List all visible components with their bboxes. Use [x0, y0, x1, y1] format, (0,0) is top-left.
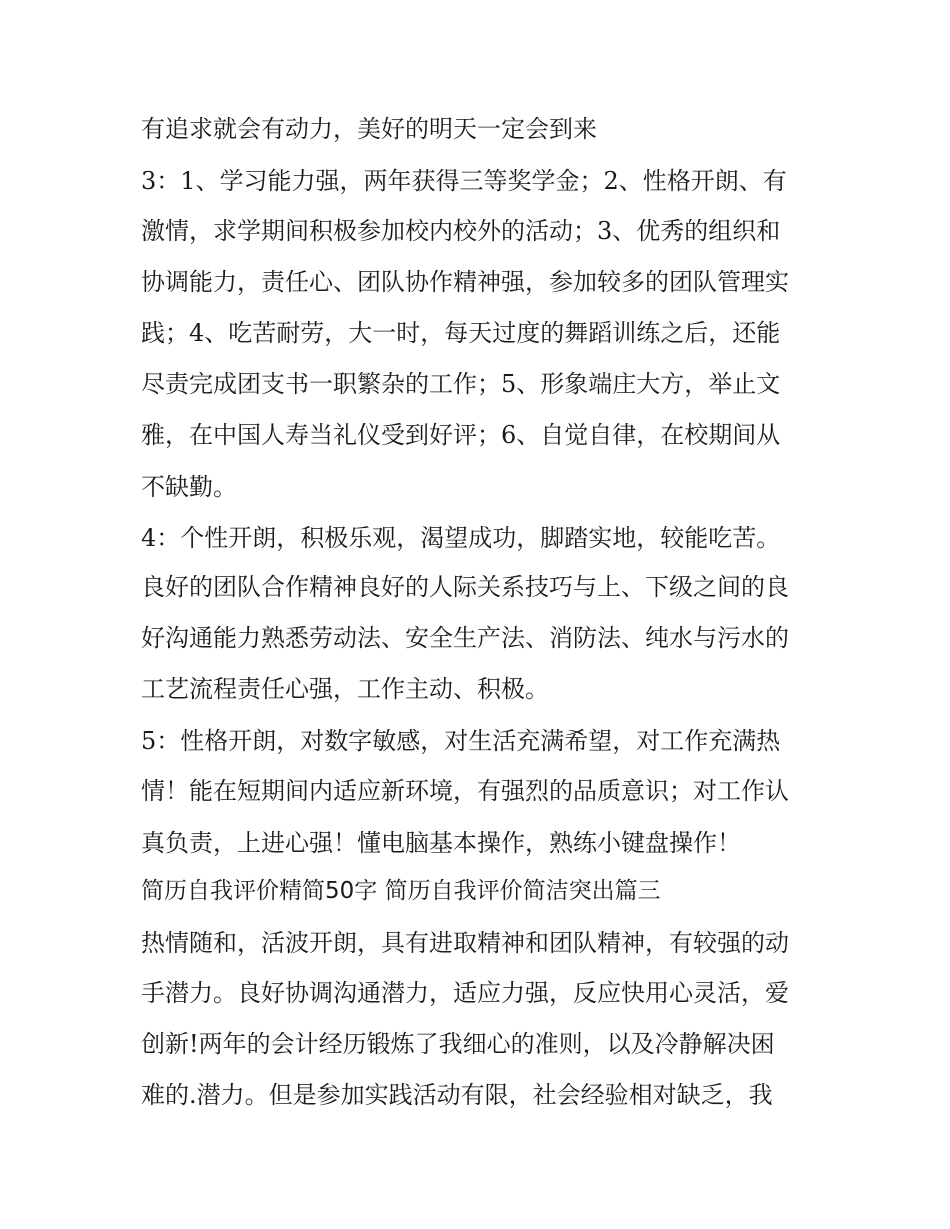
- text-line: 情！能在短期间内适应新环境，有强烈的品质意识；对工作认: [141, 777, 789, 805]
- text-line: 激情，求学期间积极参加校内校外的活动；3、优秀的组织和: [141, 217, 781, 245]
- text-line: 协调能力，责任心、团队协作精神强，参加较多的团队管理实: [141, 268, 789, 296]
- text-line: 3：1、学习能力强，两年获得三等奖学金；2、性格开朗、有: [141, 167, 787, 195]
- text-line: 真负责，上进心强！懂电脑基本操作，熟练小键盘操作！: [141, 829, 741, 857]
- text-line: 工艺流程责任心强，工作主动、积极。: [141, 675, 549, 703]
- text-line: 不缺勤。: [141, 473, 237, 501]
- text-line: 践；4、吃苦耐劳，大一时，每天过度的舞蹈训练之后，还能: [141, 319, 781, 347]
- text-line: 尽责完成团支书一职繁杂的工作；5、形象端庄大方，举止文: [141, 370, 781, 398]
- section-heading: 简历自我评价精简50字 简历自我评价简洁突出篇三: [141, 878, 661, 904]
- text-line: 难的.潜力。但是参加实践活动有限，社会经验相对缺乏，我: [141, 1081, 773, 1109]
- text-line: 有追求就会有动力，美好的明天一定会到来: [141, 115, 597, 143]
- text-line: 5：性格开朗，对数字敏感，对生活充满希望，对工作充满热: [141, 727, 781, 755]
- text-line: 好沟通能力熟悉劳动法、安全生产法、消防法、纯水与污水的: [141, 624, 789, 652]
- text-line: 手潜力。良好协调沟通潜力，适应力强，反应快用心灵活，爱: [141, 979, 789, 1007]
- text-line: 4：个性开朗，积极乐观，渴望成功，脚踏实地，较能吃苦。: [141, 524, 781, 552]
- text-line: 雅，在中国人寿当礼仪受到好评；6、自觉自律，在校期间从: [141, 421, 781, 449]
- text-line: 创新!两年的会计经历锻炼了我细心的准则，以及冷静解决困: [141, 1030, 775, 1058]
- text-line: 热情随和，活波开朗，具有进取精神和团队精神，有较强的动: [141, 929, 789, 957]
- text-line: 良好的团队合作精神良好的人际关系技巧与上、下级之间的良: [141, 573, 789, 601]
